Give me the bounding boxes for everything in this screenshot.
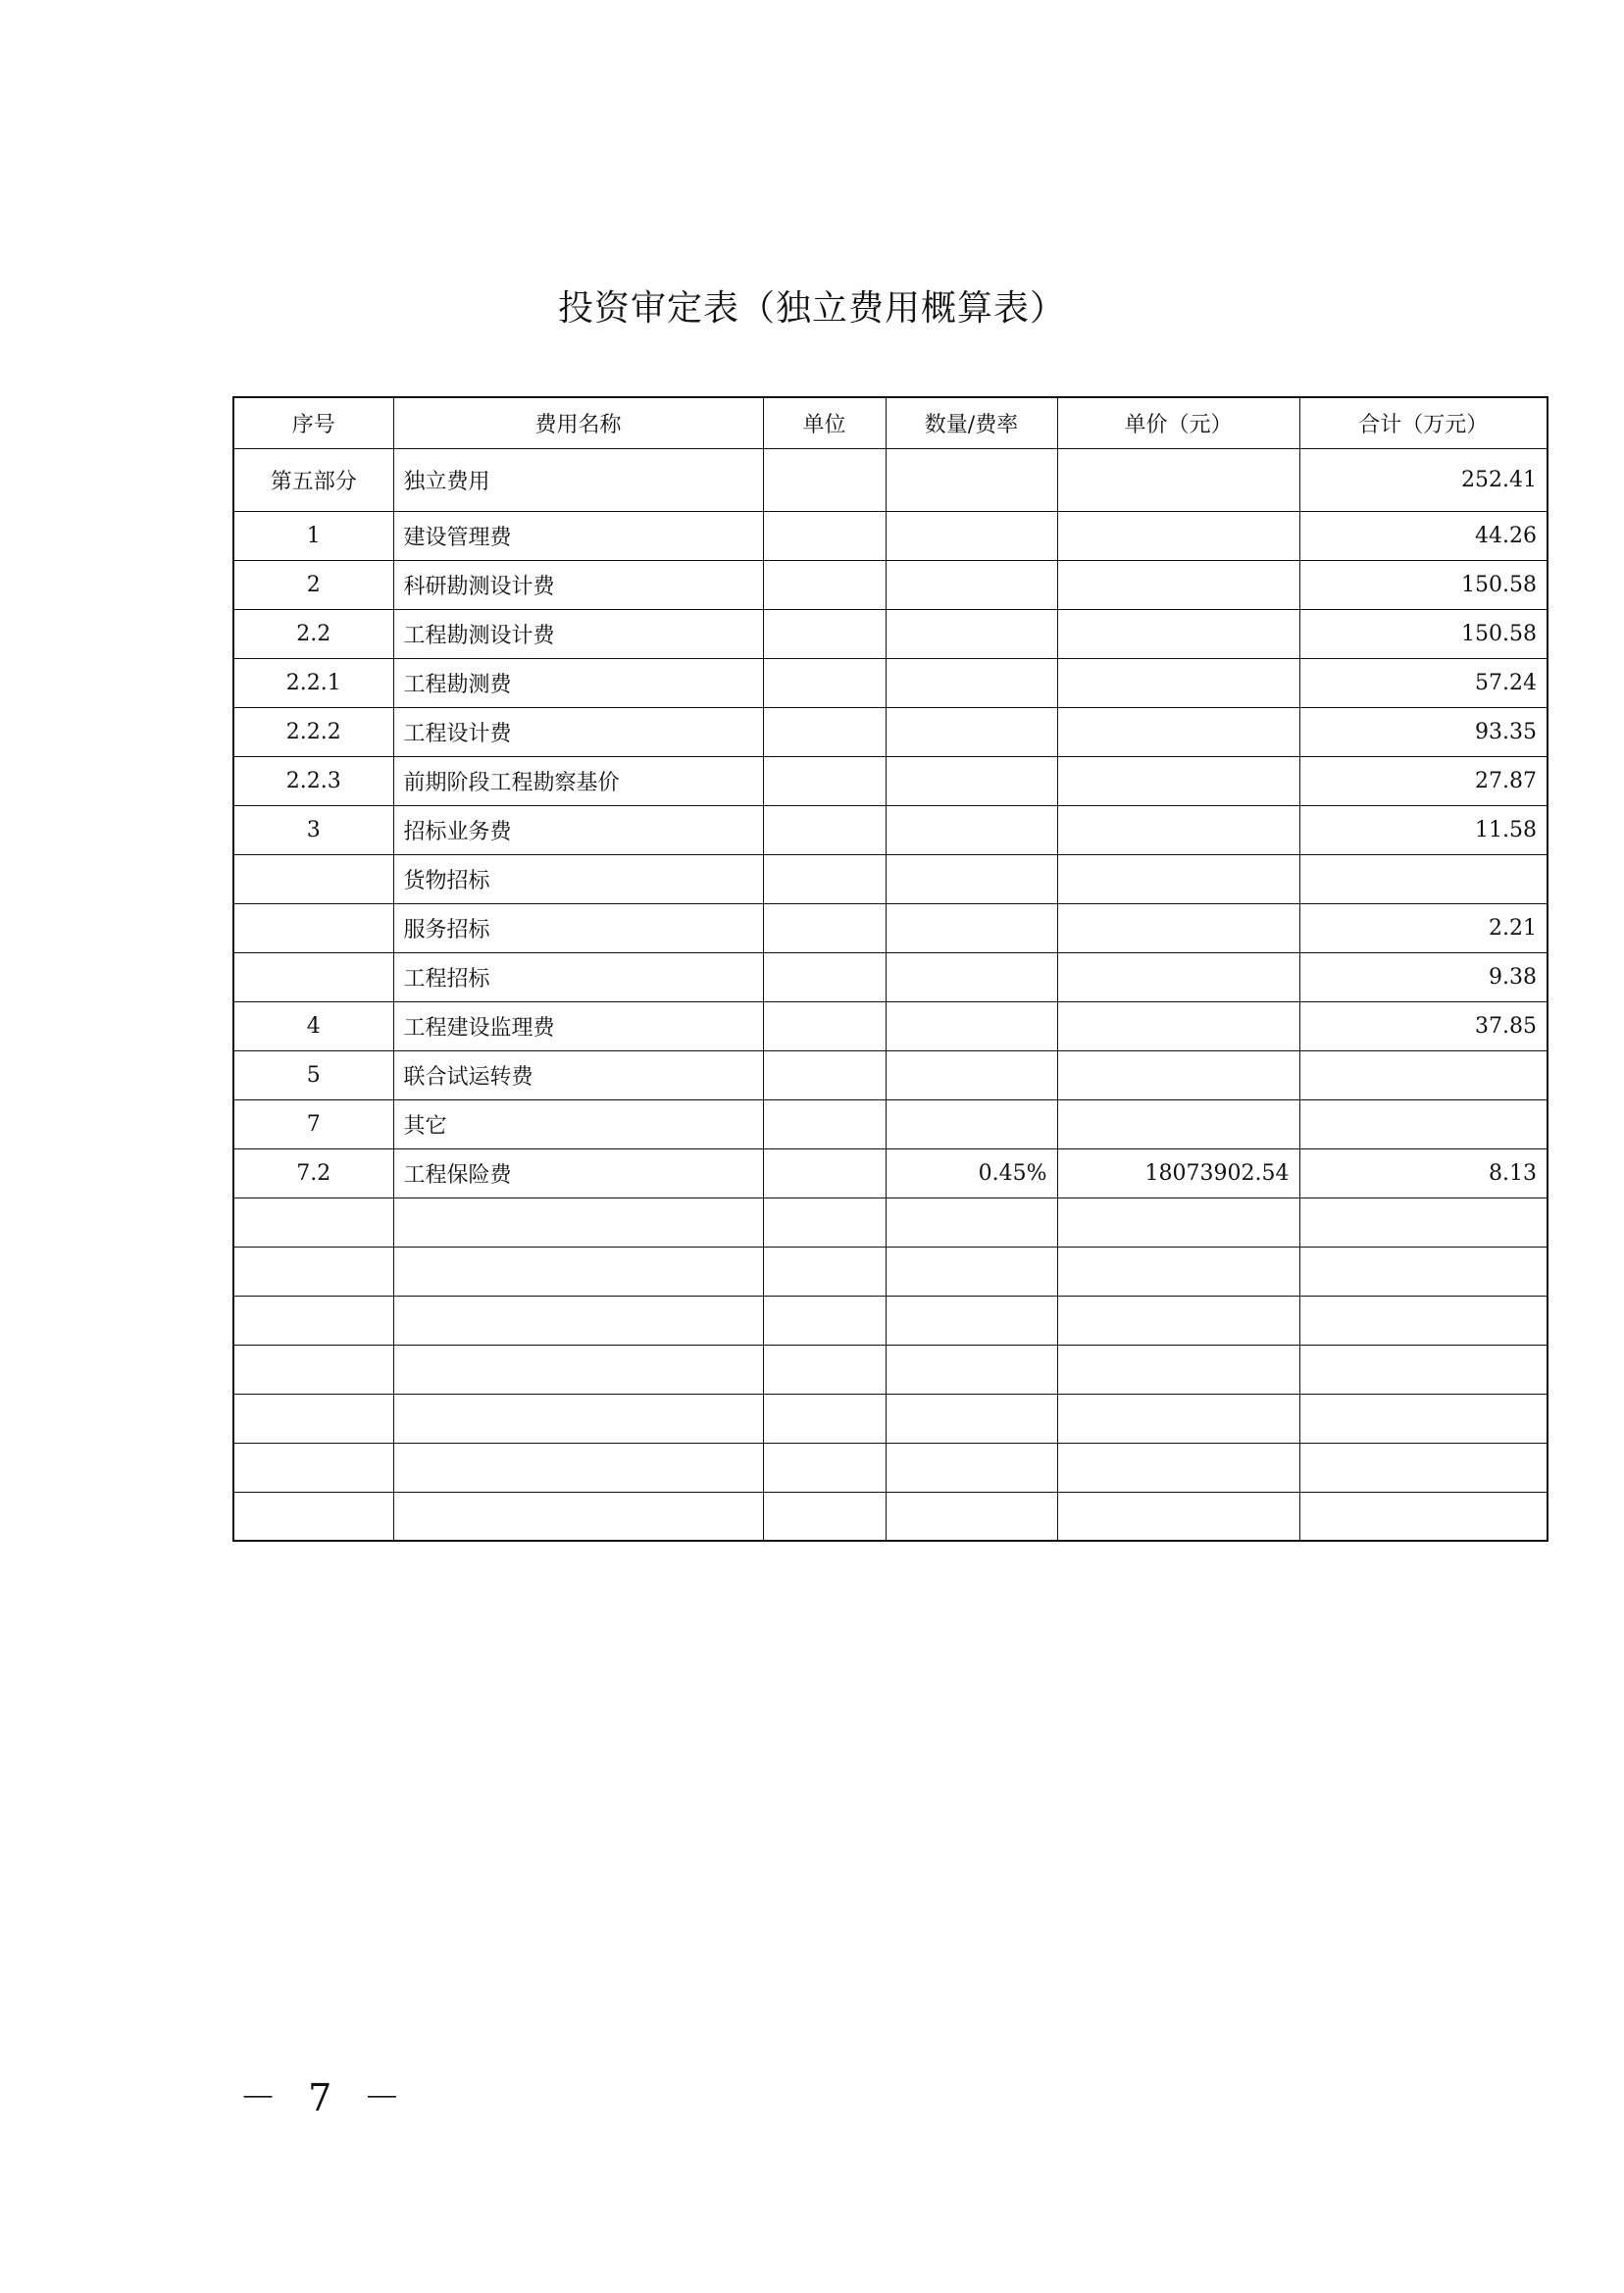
table-row [233, 1296, 1548, 1345]
cell-unit [763, 1394, 886, 1443]
table-row [233, 756, 1548, 805]
cell-unit [763, 448, 886, 511]
cell-name: 工程招标 [393, 952, 763, 1001]
cell-unit-price [1057, 707, 1299, 756]
cell-total: 57.24 [1299, 658, 1548, 707]
cell-name: 前期阶段工程勘察基价 [393, 756, 763, 805]
table-row [233, 609, 1548, 658]
table-row [233, 1492, 1548, 1541]
cell-unit [763, 1443, 886, 1492]
cell-unit [763, 854, 886, 903]
header-total: 合计（万元） [1299, 397, 1548, 448]
cell-name [393, 1394, 763, 1443]
investment-approval-table [232, 396, 1548, 1542]
cell-unit [763, 1492, 886, 1541]
cell-qty-rate [886, 1296, 1057, 1345]
cell-total [1299, 1296, 1548, 1345]
cell-name [393, 1443, 763, 1492]
table-row [233, 560, 1548, 609]
cell-unit-price [1057, 805, 1299, 854]
cell-total: 252.41 [1299, 448, 1548, 511]
cell-total: 27.87 [1299, 756, 1548, 805]
cell-no [233, 952, 393, 1001]
table-row [233, 805, 1548, 854]
cell-unit [763, 952, 886, 1001]
cell-unit-price [1057, 1197, 1299, 1247]
cell-qty-rate [886, 560, 1057, 609]
cell-name: 科研勘测设计费 [393, 560, 763, 609]
cell-unit [763, 511, 886, 560]
cell-unit [763, 903, 886, 952]
cell-unit-price [1057, 1296, 1299, 1345]
cell-no: 5 [233, 1050, 393, 1099]
cell-no: 3 [233, 805, 393, 854]
cell-unit-price [1057, 1247, 1299, 1296]
cell-unit-price [1057, 511, 1299, 560]
cell-qty-rate [886, 658, 1057, 707]
cell-qty-rate [886, 609, 1057, 658]
cell-qty-rate [886, 1394, 1057, 1443]
cell-qty-rate [886, 1492, 1057, 1541]
cell-no: 2 [233, 560, 393, 609]
table-header-row [233, 397, 1548, 448]
cell-no: 2.2.3 [233, 756, 393, 805]
table-row [233, 511, 1548, 560]
table-row [233, 903, 1548, 952]
cell-qty-rate [886, 1099, 1057, 1148]
cell-total [1299, 1247, 1548, 1296]
cell-unit-price [1057, 609, 1299, 658]
table-row [233, 1394, 1548, 1443]
cell-total: 9.38 [1299, 952, 1548, 1001]
cell-qty-rate [886, 1050, 1057, 1099]
cell-unit-price [1057, 756, 1299, 805]
cell-no [233, 1247, 393, 1296]
cell-total [1299, 1345, 1548, 1394]
cell-qty-rate [886, 448, 1057, 511]
cell-unit-price [1057, 1394, 1299, 1443]
cell-name [393, 1197, 763, 1247]
cell-total [1299, 1050, 1548, 1099]
header-qty-rate: 数量/费率 [886, 397, 1057, 448]
cell-unit [763, 1001, 886, 1050]
cell-total [1299, 1197, 1548, 1247]
cell-no: 2.2.1 [233, 658, 393, 707]
table-row [233, 1247, 1548, 1296]
cell-unit [763, 609, 886, 658]
cell-qty-rate [886, 1001, 1057, 1050]
cell-no [233, 1197, 393, 1247]
cell-qty-rate [886, 1345, 1057, 1394]
cell-name: 其它 [393, 1099, 763, 1148]
cell-unit [763, 1050, 886, 1099]
table-row [233, 1197, 1548, 1247]
cell-qty-rate [886, 707, 1057, 756]
table-body [233, 448, 1548, 1541]
cell-unit [763, 1148, 886, 1197]
cell-no [233, 903, 393, 952]
table-row [233, 1443, 1548, 1492]
cell-total: 44.26 [1299, 511, 1548, 560]
cell-name [393, 1345, 763, 1394]
cell-total: 150.58 [1299, 609, 1548, 658]
cell-no [233, 1394, 393, 1443]
cell-unit [763, 1197, 886, 1247]
cell-qty-rate [886, 903, 1057, 952]
cell-unit-price [1057, 1050, 1299, 1099]
table-row [233, 1001, 1548, 1050]
cell-unit-price [1057, 1443, 1299, 1492]
cell-unit-price [1057, 1001, 1299, 1050]
cell-total: 93.35 [1299, 707, 1548, 756]
table-row [233, 1345, 1548, 1394]
cell-qty-rate [886, 511, 1057, 560]
cell-total [1299, 854, 1548, 903]
cell-unit-price [1057, 854, 1299, 903]
table-row [233, 1050, 1548, 1099]
cell-name: 工程勘测设计费 [393, 609, 763, 658]
cell-no [233, 1345, 393, 1394]
cell-name: 工程建设监理费 [393, 1001, 763, 1050]
cell-total [1299, 1099, 1548, 1148]
cell-unit-price [1057, 903, 1299, 952]
document-title: 投资审定表（独立费用概算表） [557, 288, 1066, 329]
cell-total [1299, 1394, 1548, 1443]
cell-unit-price [1057, 1492, 1299, 1541]
table-row [233, 448, 1548, 511]
cell-unit [763, 658, 886, 707]
cell-unit [763, 1345, 886, 1394]
cell-no [233, 1492, 393, 1541]
cell-qty-rate [886, 1247, 1057, 1296]
cell-no: 7 [233, 1099, 393, 1148]
cell-unit-price [1057, 448, 1299, 511]
cell-qty-rate [886, 952, 1057, 1001]
cell-no: 第五部分 [233, 448, 393, 511]
cell-total: 8.13 [1299, 1148, 1548, 1197]
cell-unit [763, 1296, 886, 1345]
cell-no: 2.2.2 [233, 707, 393, 756]
table-row [233, 952, 1548, 1001]
cell-name: 工程勘测费 [393, 658, 763, 707]
table-row [233, 854, 1548, 903]
cell-name: 建设管理费 [393, 511, 763, 560]
cell-no: 4 [233, 1001, 393, 1050]
cell-name: 独立费用 [393, 448, 763, 511]
cell-name: 联合试运转费 [393, 1050, 763, 1099]
cell-name: 招标业务费 [393, 805, 763, 854]
table-row [233, 1099, 1548, 1148]
cell-qty-rate [886, 1197, 1057, 1247]
table-row [233, 1148, 1548, 1197]
cell-name [393, 1492, 763, 1541]
cell-qty-rate: 0.45% [886, 1148, 1057, 1197]
cell-no [233, 854, 393, 903]
cell-unit-price [1057, 952, 1299, 1001]
cell-name: 货物招标 [393, 854, 763, 903]
header-unit: 单位 [763, 397, 886, 448]
cell-total: 11.58 [1299, 805, 1548, 854]
cell-total [1299, 1492, 1548, 1541]
page-number: － 7 － [239, 2076, 411, 2119]
cell-name: 工程保险费 [393, 1148, 763, 1197]
table-row [233, 707, 1548, 756]
cell-name: 工程设计费 [393, 707, 763, 756]
cell-unit [763, 560, 886, 609]
cell-unit-price: 18073902.54 [1057, 1148, 1299, 1197]
cell-total [1299, 1443, 1548, 1492]
cell-no [233, 1443, 393, 1492]
cell-total: 150.58 [1299, 560, 1548, 609]
cell-unit-price [1057, 1099, 1299, 1148]
cell-qty-rate [886, 854, 1057, 903]
header-name: 费用名称 [393, 397, 763, 448]
cell-qty-rate [886, 805, 1057, 854]
header-unit-price: 单价（元） [1057, 397, 1299, 448]
cell-qty-rate [886, 1443, 1057, 1492]
cell-no: 1 [233, 511, 393, 560]
cell-name [393, 1247, 763, 1296]
cell-unit [763, 1099, 886, 1148]
cell-name [393, 1296, 763, 1345]
cell-unit-price [1057, 1345, 1299, 1394]
cell-unit [763, 756, 886, 805]
cell-unit [763, 1247, 886, 1296]
cell-unit-price [1057, 560, 1299, 609]
cell-no: 7.2 [233, 1148, 393, 1197]
header-no: 序号 [233, 397, 393, 448]
cell-no: 2.2 [233, 609, 393, 658]
cell-name: 服务招标 [393, 903, 763, 952]
cell-qty-rate [886, 756, 1057, 805]
cell-total: 37.85 [1299, 1001, 1548, 1050]
cell-unit [763, 707, 886, 756]
cell-total: 2.21 [1299, 903, 1548, 952]
cell-no [233, 1296, 393, 1345]
cell-unit [763, 805, 886, 854]
cell-unit-price [1057, 658, 1299, 707]
table-row [233, 658, 1548, 707]
